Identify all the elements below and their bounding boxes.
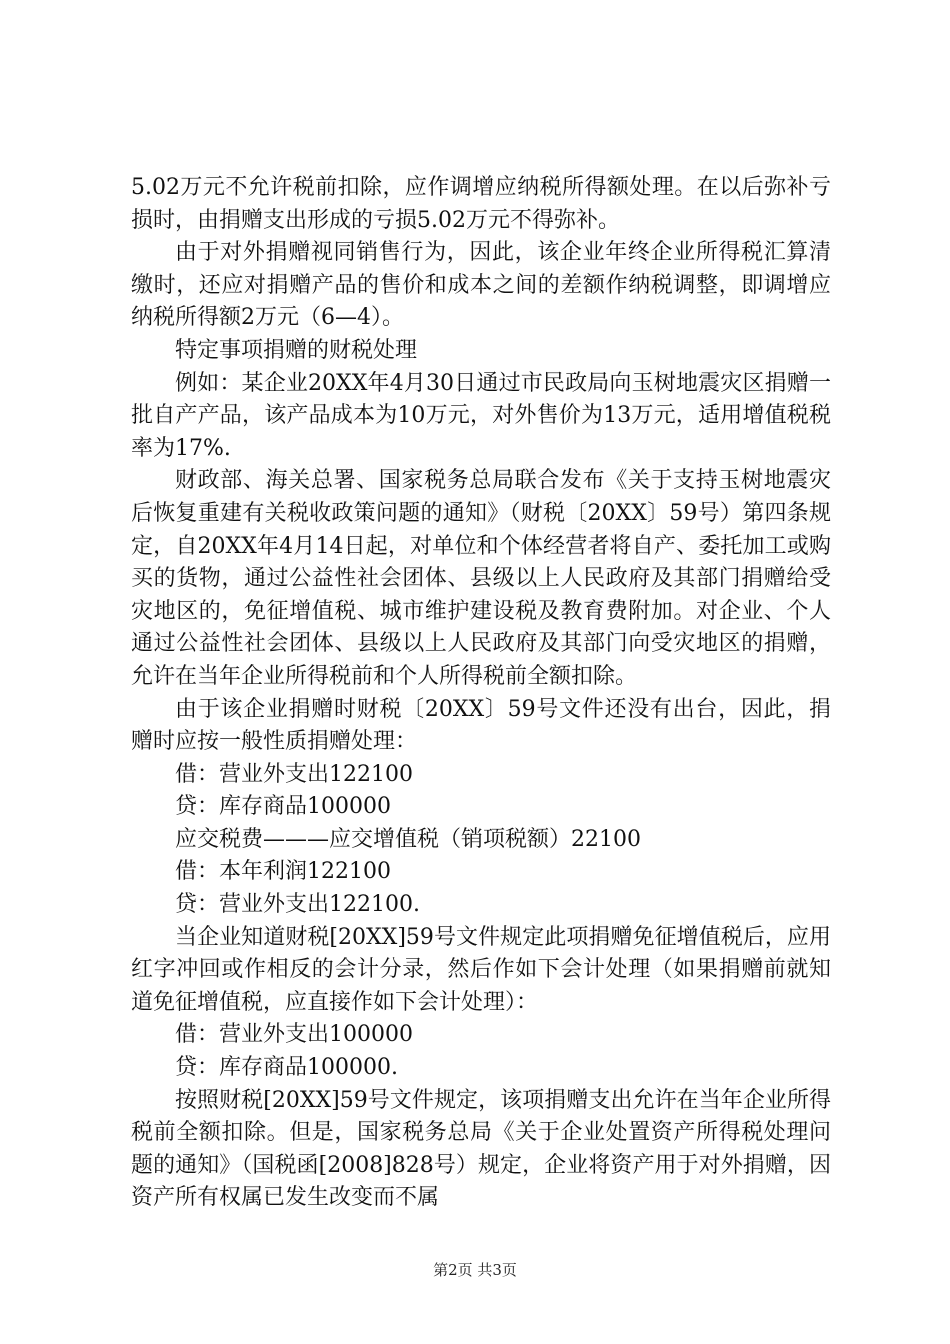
paragraph: 按照财税[20XX]59号文件规定，该项捐赠支出允许在当年企业所得税前全额扣除。但是，国家税务总局《关于企业处置资产所得税处理问题的通知》（国税函[2008]828号）规定，企业将资产用于对外捐赠，因资产所有权属已发生改变而不属 [131,1087,831,1211]
journal-entry-line: 借：营业外支出100000 [175,1022,413,1048]
paragraph: 财政部、海关总署、国家税务总局联合发布《关于支持玉树地震灾后恢复重建有关税收政策问题的通知》（财税〔20XX〕59号）第四条规定，自20XX年4月14日起，对单位和个体经营者将自产、委托加工或购买的货物，通过公益性社会团体、县级以上人民政府及其部门捐赠给受灾地区的，免征增值税、城市维护建设税及教育费附加。对企业、个人通过公益性社会团体、县级以上人民政府及其部门向受灾地区的捐赠，允许在当年企业所得税前和个人所得税前全额扣除。 [131,468,831,689]
journal-entry-line: 借：营业外支出122100 [175,761,413,787]
journal-entry-line: 贷：库存商品100000 [175,794,391,820]
journal-entry-line: 借：本年利润122100 [175,859,391,885]
section-heading: 特定事项捐赠的财税处理 [175,337,418,363]
paragraph: 由于该企业捐赠时财税〔20XX〕59号文件还没有出台，因此，捐赠时应按一般性质捐赠处理： [131,696,831,755]
journal-entry-line: 应交税费———应交增值税（销项税额）22100 [175,826,641,852]
paragraph: 例如：某企业20XX年4月30日通过市民政局向玉树地震灾区捐赠一批自产产品，该产品成本为10万元，对外售价为13万元，适用增值税税率为17%. [131,370,831,461]
page-footer [0,1259,950,1280]
paragraph-carryover: 5.02万元不允许税前扣除，应作调增应纳税所得额处理。在以后弥补亏损时，由捐赠支出形成的亏损5.02万元不得弥补。 [131,175,831,233]
document-body [131,172,831,1215]
paragraph: 当企业知道财税[20XX]59号文件规定此项捐赠免征增值税后，应用红字冲回或作相反的会计分录，然后作如下会计处理（如果捐赠前就知道免征增值税，应直接作如下会计处理）： [131,924,831,1015]
paragraph: 由于对外捐赠视同销售行为，因此，该企业年终企业所得税汇算清缴时，还应对捐赠产品的售价和成本之间的差额作纳税调整，即调增应纳税所得额2万元（6—4）。 [131,240,831,331]
journal-entry-line: 贷：营业外支出122100. [175,892,420,918]
page-number-label: 第2页 共3页 [433,1261,517,1279]
journal-entry-line: 贷：库存商品100000. [175,1055,398,1081]
